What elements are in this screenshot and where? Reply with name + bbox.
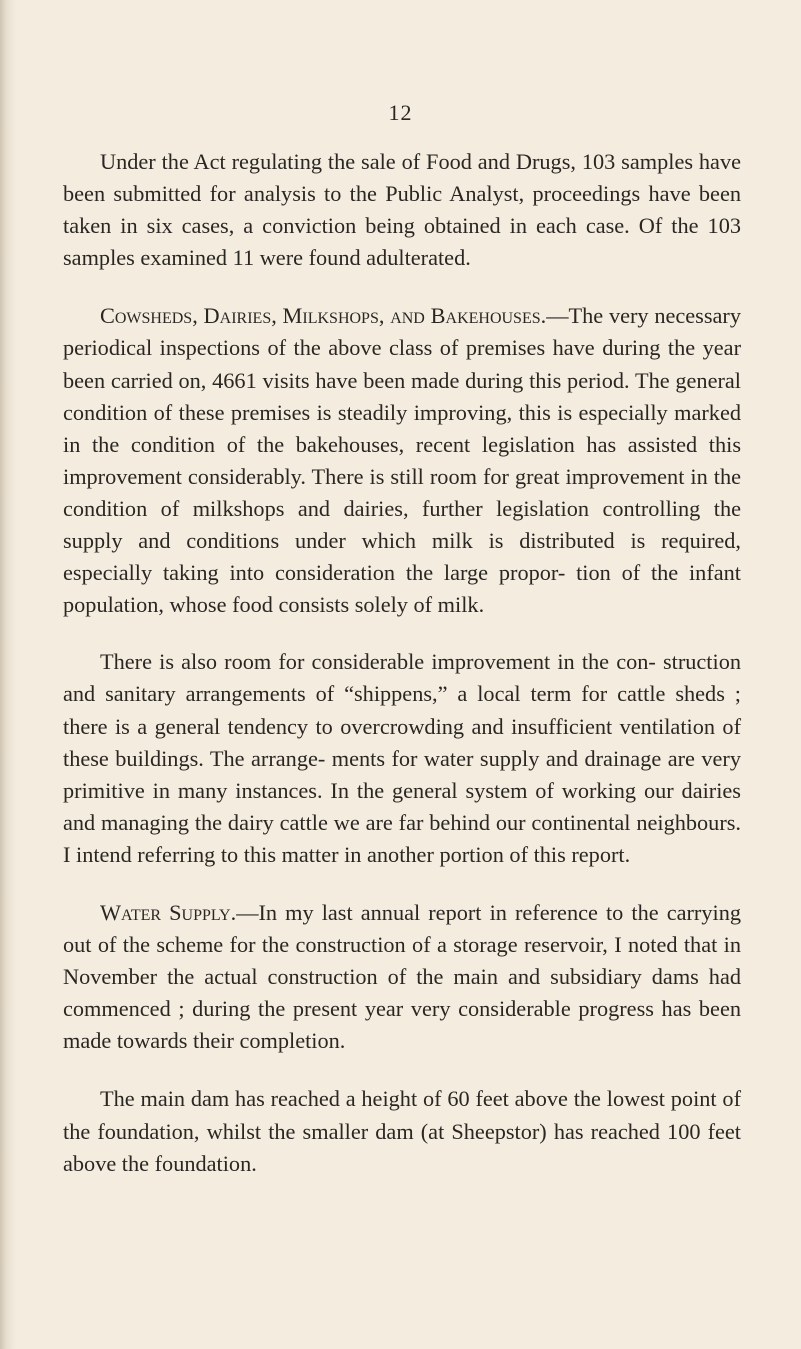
page-binding-edge	[0, 0, 16, 1349]
paragraph-text: Under the Act regulating the sale of Food and Drugs, 103 samples have been submitted for analysis to the Public Analyst, proceedings have been taken in six cases, a conviction being obtained in each case. Of the 103 samples examined 11 were found adulterated.	[63, 149, 741, 271]
paragraph-text: —In my last annual report in reference to the carrying out of the scheme for the construction of a storage reservoir, I noted that in November the actual construction of the main and subsidiary dams had commenced ; during the present year very considerable progress has been made towards their completion.	[63, 899, 741, 1054]
paragraph-food-and-drugs	[63, 146, 741, 274]
paragraph-shippens	[63, 646, 741, 871]
paragraph-water-supply	[63, 897, 741, 1057]
report-body	[63, 146, 741, 1180]
paragraph-cowsheds-dairies	[63, 300, 741, 621]
paragraph-text: The main dam has reached a height of 60 feet above the lowest point of the foundation, whilst the smaller dam (at Sheepstor) has reached 100 feet above the foundation.	[63, 1086, 741, 1176]
page-number: 12	[388, 100, 413, 125]
paragraph-text: —The very necessary periodical inspections of the above class of premises have during the year been carried on, 4661 visits have been made during this period. The general condition of these premises is steadily improving, this is especially marked in the condition of the bakehouses, recent legislation has assisted this improvement considerably. There is still room for great improvement in the condition of milkshops and dairies, further legislation controlling the supply and conditions under which milk is distributed is required, especially taking into consideration the large propor- tion of the infant population, whose food consists solely of milk.	[63, 303, 741, 618]
section-heading-cowsheds: Cowsheds, Dairies, Milkshops, and Bakehouses.	[100, 303, 547, 329]
paragraph-text: There is also room for considerable improvement in the con- struction and sanitary arrangements of “shippens,” a local term for cattle sheds ; there is a general tendency to overcrowding and insufficient ventilation of these buildings. The arrange- ments for water supply and drainage are very primitive in many instances. In the general system of working our dairies and managing the dairy cattle we are far behind our continental neighbours. I intend referring to this matter in another portion of this report.	[63, 649, 741, 867]
section-heading-water-supply: Water Supply.	[100, 899, 237, 925]
paragraph-main-dam	[63, 1083, 741, 1179]
